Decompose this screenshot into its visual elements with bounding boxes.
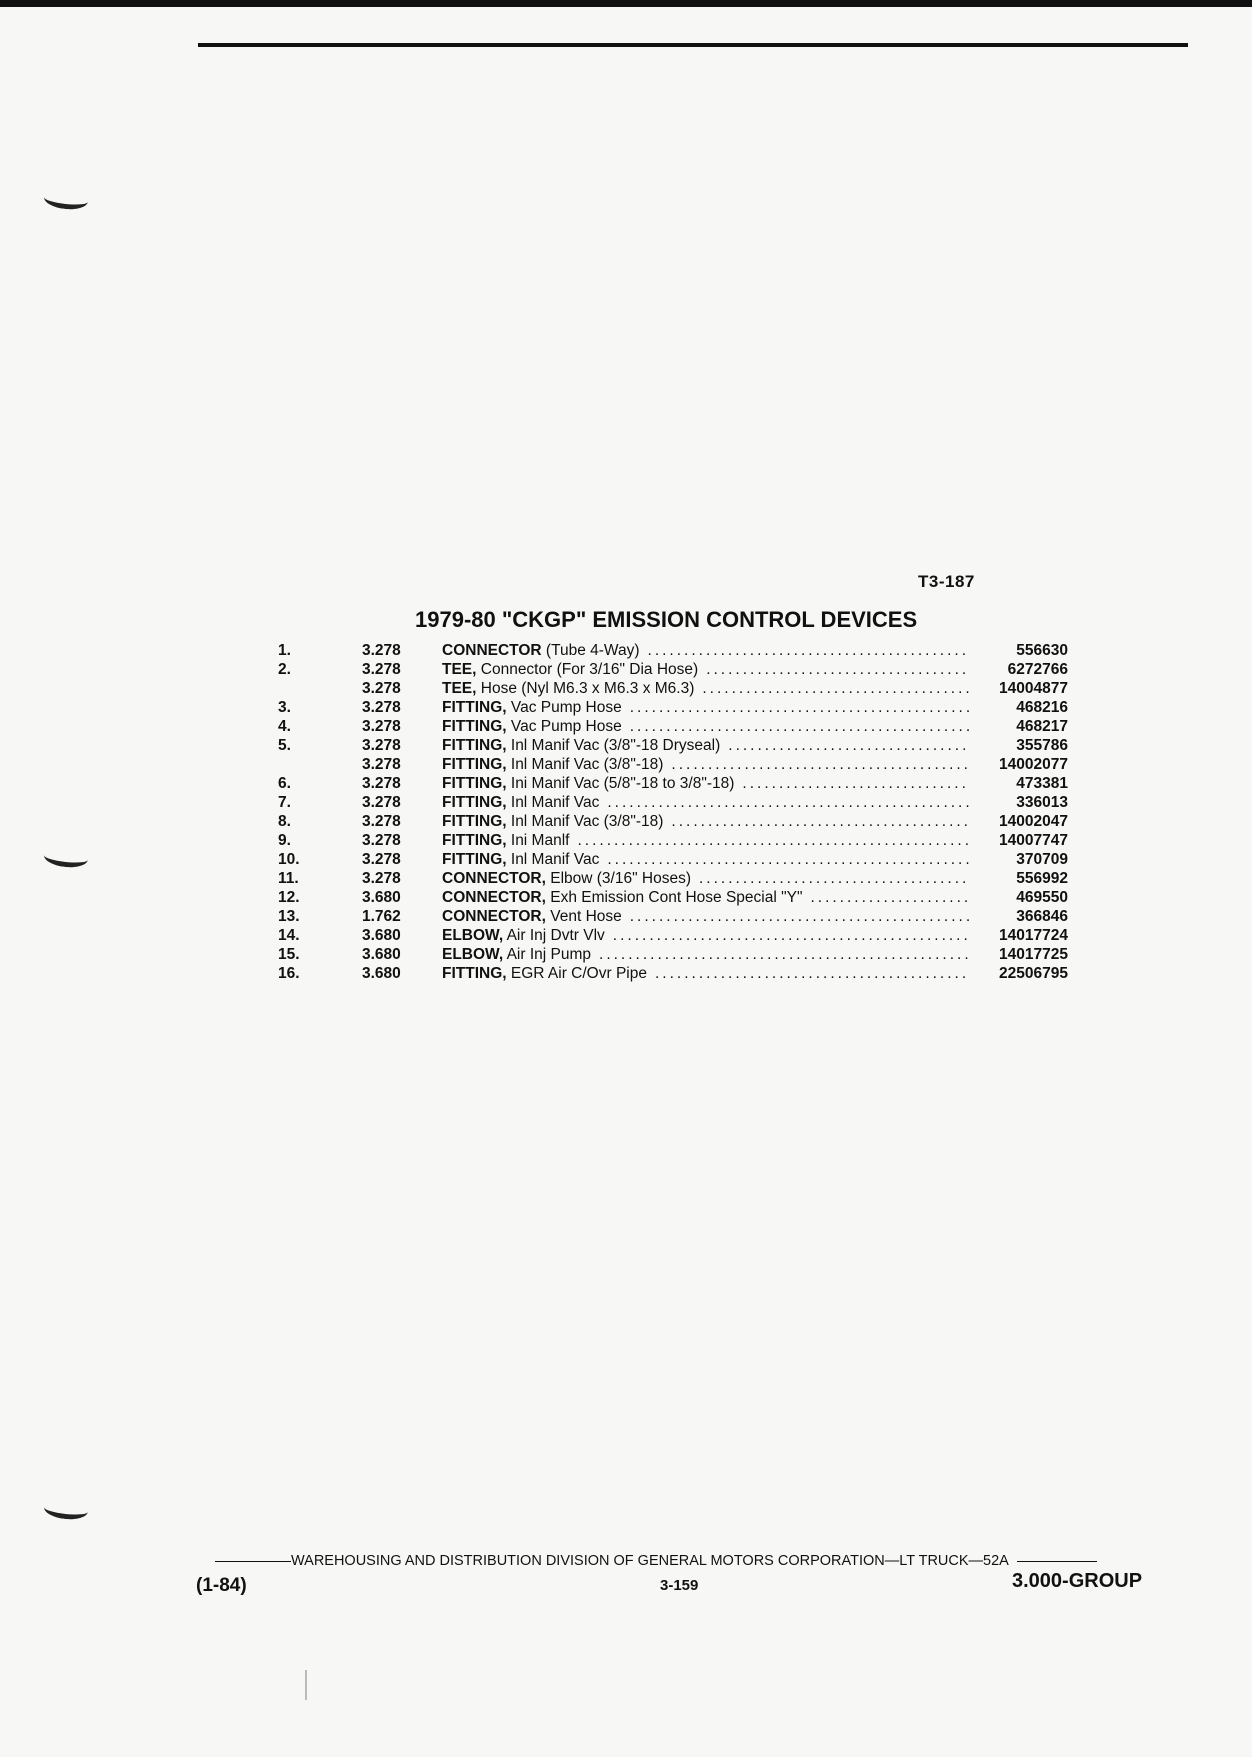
part-noun: TEE, xyxy=(442,680,477,697)
part-detail: Air Inj Pump xyxy=(503,946,592,963)
parts-row xyxy=(278,793,1068,812)
group-code: 3.278 xyxy=(362,832,401,849)
part-detail: Inl Manif Vac (3/8"-18) xyxy=(506,756,664,773)
part-noun: FITTING, xyxy=(442,737,507,754)
dot-leader xyxy=(577,831,970,850)
part-number: 556992 xyxy=(1016,870,1068,887)
part-description xyxy=(442,850,978,869)
binder-hole-mark xyxy=(43,846,89,869)
binder-hole-mark xyxy=(43,188,89,211)
group-code: 3.680 xyxy=(362,927,401,944)
item-number: 3. xyxy=(278,699,291,716)
item-number: 16. xyxy=(278,965,300,982)
dot-leader xyxy=(607,793,970,812)
footer-division-line xyxy=(215,1553,1165,1569)
page-title: 1979-80 "CKGP" EMISSION CONTROL DEVICES xyxy=(415,607,918,632)
figure-id: T3-187 xyxy=(918,572,975,591)
parts-row xyxy=(278,850,1068,869)
group-code: 3.278 xyxy=(362,718,401,735)
revision-date: (1-84) xyxy=(196,1575,247,1596)
item-number: 12. xyxy=(278,889,300,906)
dot-leader xyxy=(810,888,970,907)
group-code: 3.278 xyxy=(362,642,401,659)
footer-division-text: WAREHOUSING AND DISTRIBUTION DIVISION OF GENERAL MOTORS CORPORATION—LT TRUCK—52A xyxy=(291,1553,1009,1569)
item-number: 11. xyxy=(278,870,299,887)
group-number: 3.000-GROUP xyxy=(1012,1570,1143,1592)
part-noun: TEE, xyxy=(442,661,477,678)
group-code: 3.278 xyxy=(362,699,401,716)
group-code: 3.278 xyxy=(362,870,401,887)
part-noun: FITTING, xyxy=(442,699,507,716)
parts-row xyxy=(278,907,1068,926)
part-noun: FITTING, xyxy=(442,851,507,868)
parts-row xyxy=(278,660,1068,679)
part-detail: Ini Manif Vac (5/8"-18 to 3/8"-18) xyxy=(506,775,735,792)
group-code: 3.680 xyxy=(362,946,401,963)
part-number: 14017725 xyxy=(999,946,1068,963)
parts-row xyxy=(278,774,1068,793)
part-detail: Exh Emission Cont Hose Special "Y" xyxy=(545,889,803,906)
part-description xyxy=(442,926,978,945)
dot-leader xyxy=(655,964,970,983)
parts-row xyxy=(278,831,1068,850)
parts-row xyxy=(278,812,1068,831)
group-code: 1.762 xyxy=(362,908,401,925)
item-number: 15. xyxy=(278,946,300,963)
part-detail: Inl Manif Vac xyxy=(506,851,600,868)
part-noun: FITTING, xyxy=(442,794,507,811)
part-detail: Inl Manif Vac (3/8"-18 Dryseal) xyxy=(506,737,721,754)
dot-leader xyxy=(671,812,970,831)
part-number: 14002047 xyxy=(999,813,1068,830)
part-detail: Vac Pump Hose xyxy=(506,699,622,716)
top-rule xyxy=(0,0,1252,7)
dot-leader xyxy=(706,660,970,679)
parts-row xyxy=(278,869,1068,888)
parts-row xyxy=(278,755,1068,774)
part-noun: FITTING, xyxy=(442,756,507,773)
item-number: 5. xyxy=(278,737,291,754)
part-detail: Inl Manif Vac xyxy=(506,794,600,811)
part-noun: FITTING, xyxy=(442,832,507,849)
part-description xyxy=(442,831,978,850)
item-number: 9. xyxy=(278,832,291,849)
part-number: 14004877 xyxy=(999,680,1068,697)
part-noun: ELBOW, xyxy=(442,946,504,963)
group-code: 3.278 xyxy=(362,813,401,830)
parts-list xyxy=(278,641,1068,983)
part-description xyxy=(442,945,978,964)
header-rule xyxy=(198,43,1188,47)
part-detail: Elbow (3/16" Hoses) xyxy=(545,870,691,887)
parts-row xyxy=(278,717,1068,736)
part-noun: CONNECTOR, xyxy=(442,908,546,925)
group-code: 3.680 xyxy=(362,889,401,906)
parts-row xyxy=(278,964,1068,983)
part-description xyxy=(442,869,978,888)
part-description xyxy=(442,736,978,755)
dot-leader xyxy=(630,698,970,717)
item-number: 13. xyxy=(278,908,300,925)
item-number: 4. xyxy=(278,718,291,735)
parts-row xyxy=(278,679,1068,698)
group-code: 3.278 xyxy=(362,851,401,868)
dot-leader xyxy=(742,774,970,793)
part-number: 6272766 xyxy=(1007,661,1068,678)
footer-dash-left xyxy=(215,1561,291,1562)
part-detail: (Tube 4-Way) xyxy=(541,642,640,659)
parts-row xyxy=(278,698,1068,717)
group-code: 3.680 xyxy=(362,965,401,982)
part-detail: Vac Pump Hose xyxy=(506,718,622,735)
part-noun: CONNECTOR xyxy=(442,642,542,659)
part-description xyxy=(442,907,978,926)
dot-leader xyxy=(699,869,970,888)
parts-row xyxy=(278,926,1068,945)
part-detail: Inl Manif Vac (3/8"-18) xyxy=(506,813,664,830)
item-number: 8. xyxy=(278,813,291,830)
part-detail: Hose (Nyl M6.3 x M6.3 x M6.3) xyxy=(476,680,695,697)
page-number: 3-159 xyxy=(660,1577,699,1594)
part-detail: EGR Air C/Ovr Pipe xyxy=(506,965,647,982)
part-description xyxy=(442,698,978,717)
group-code: 3.278 xyxy=(362,775,401,792)
group-code: 3.278 xyxy=(362,794,401,811)
part-description xyxy=(442,679,978,698)
scan-artifact xyxy=(305,1670,307,1700)
part-description xyxy=(442,641,978,660)
parts-row xyxy=(278,888,1068,907)
part-description xyxy=(442,793,978,812)
part-noun: ELBOW, xyxy=(442,927,504,944)
dot-leader xyxy=(671,755,970,774)
part-detail: Ini Manlf xyxy=(506,832,570,849)
item-number: 14. xyxy=(278,927,300,944)
part-description xyxy=(442,755,978,774)
part-description xyxy=(442,774,978,793)
part-number: 355786 xyxy=(1016,737,1068,754)
part-description xyxy=(442,888,978,907)
part-number: 370709 xyxy=(1016,851,1068,868)
parts-row xyxy=(278,736,1068,755)
item-number: 1. xyxy=(278,642,291,659)
part-number: 14017724 xyxy=(999,927,1068,944)
part-number: 366846 xyxy=(1016,908,1068,925)
item-number: 7. xyxy=(278,794,291,811)
part-description xyxy=(442,964,978,983)
part-noun: FITTING, xyxy=(442,965,507,982)
part-number: 469550 xyxy=(1016,889,1068,906)
dot-leader xyxy=(599,945,970,964)
part-detail: Connector (For 3/16" Dia Hose) xyxy=(476,661,699,678)
part-noun: FITTING, xyxy=(442,775,507,792)
group-code: 3.278 xyxy=(362,737,401,754)
part-description xyxy=(442,717,978,736)
binder-hole-mark xyxy=(43,1498,89,1521)
dot-leader xyxy=(607,850,970,869)
part-noun: CONNECTOR, xyxy=(442,889,546,906)
item-number: 2. xyxy=(278,661,291,678)
dot-leader xyxy=(728,736,970,755)
dot-leader xyxy=(630,717,970,736)
group-code: 3.278 xyxy=(362,756,401,773)
part-detail: Air Inj Dvtr Vlv xyxy=(503,927,605,944)
parts-row xyxy=(278,945,1068,964)
dot-leader xyxy=(630,907,970,926)
part-number: 336013 xyxy=(1016,794,1068,811)
part-noun: CONNECTOR, xyxy=(442,870,546,887)
part-number: 468217 xyxy=(1016,718,1068,735)
part-noun: FITTING, xyxy=(442,813,507,830)
part-number: 473381 xyxy=(1016,775,1068,792)
item-number: 10. xyxy=(278,851,300,868)
parts-row xyxy=(278,641,1068,660)
part-number: 14002077 xyxy=(999,756,1068,773)
part-number: 556630 xyxy=(1016,642,1068,659)
group-code: 3.278 xyxy=(362,680,401,697)
part-noun: FITTING, xyxy=(442,718,507,735)
item-number: 6. xyxy=(278,775,291,792)
part-description xyxy=(442,812,978,831)
part-detail: Vent Hose xyxy=(545,908,622,925)
group-code: 3.278 xyxy=(362,661,401,678)
dot-leader xyxy=(648,641,970,660)
dot-leader xyxy=(702,679,970,698)
dot-leader xyxy=(613,926,970,945)
part-number: 14007747 xyxy=(999,832,1068,849)
footer-dash-right xyxy=(1017,1561,1097,1562)
part-number: 468216 xyxy=(1016,699,1068,716)
part-number: 22506795 xyxy=(999,965,1068,982)
part-description xyxy=(442,660,978,679)
